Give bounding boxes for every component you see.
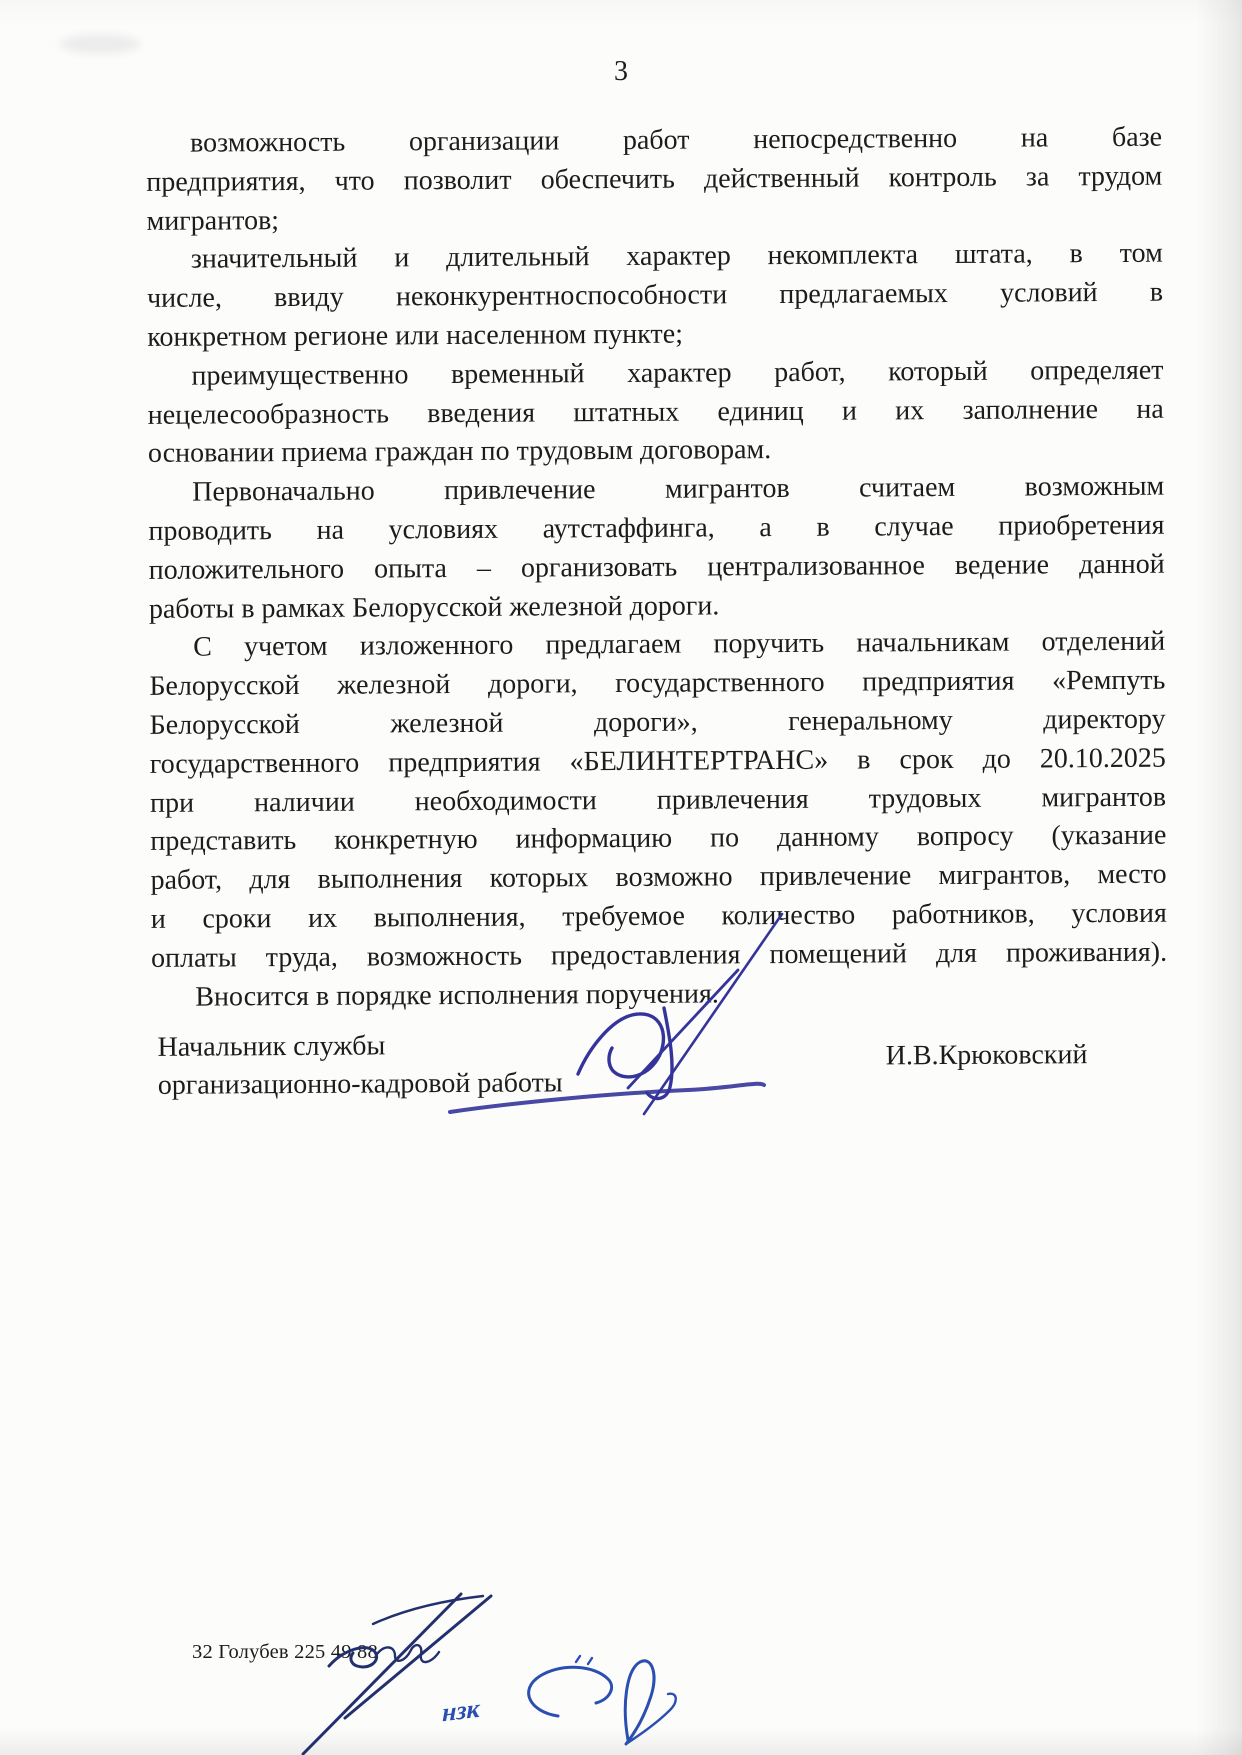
signatory-title-line1: Начальник службы <box>157 1030 386 1063</box>
text-line: Белорусской железной дороги, государственного предприятия «Ремпуть <box>149 664 1166 703</box>
text-line: конкретном регионе или населенном пункте; <box>147 318 684 353</box>
text-line: мигрантов; <box>146 204 280 237</box>
text-line: и сроки их выполнения, требуемое количество работников, условия <box>150 897 1167 935</box>
signature-kryukovsky <box>440 888 805 1133</box>
signatory-title-line2: организационно-кадровой работы <box>157 1067 563 1101</box>
paragraph <box>147 235 1164 358</box>
text-line: основании приема граждан по трудовым договорам. <box>147 434 772 470</box>
text-line: государственного предприятия «БЕЛИНТЕРТРАНС» в срок до 20.10.2025 <box>149 742 1166 780</box>
paragraph <box>148 468 1165 629</box>
text-line: преимущественно временный характер работ, который определяет <box>191 354 1164 392</box>
paragraph <box>147 351 1164 474</box>
document-body <box>146 119 1167 1018</box>
text-line: работы в рамках Белорусской железной дороги. <box>148 589 720 625</box>
text-line: положительного опыта – организовать централизованное ведение данной <box>148 548 1165 586</box>
text-line: Белорусской железной дороги», генеральному директору <box>149 703 1166 741</box>
text-line: предприятия, что позволит обеспечить действенный контроль за трудом <box>146 160 1163 198</box>
text-line: значительный и длительный характер некомплекта штата, в том <box>190 238 1163 276</box>
text-line: Вносится в порядке исполнения поручения. <box>195 977 719 1013</box>
handwritten-note: нзк <box>441 1693 480 1728</box>
signatory-name: И.В.Крюковский <box>885 1039 1088 1072</box>
text-line: работ, для выполнения которых возможно привлечение мигрантов, место <box>150 858 1167 897</box>
signature-flourish <box>498 1652 693 1755</box>
text-line: проводить на условиях аутстаффинга, а в случае приобретения <box>148 509 1165 547</box>
paragraph <box>146 119 1163 242</box>
text-line: числе, ввиду неконкурентноспособности предлагаемых условий в <box>146 276 1164 315</box>
text-line: представить конкретную информацию по данному вопросу (указание <box>150 820 1167 858</box>
text-line: возможность организации работ непосредственно на базе <box>189 121 1163 159</box>
signature-golubev <box>283 1576 503 1755</box>
executor-reference: 32 Голубев 225 49 88 <box>192 1641 378 1663</box>
text-line: Первоначально привлечение мигрантов считаем возможным <box>192 470 1165 508</box>
text-line: при наличии необходимости привлечения трудовых мигрантов <box>150 781 1167 819</box>
page-number: 3 <box>614 56 628 87</box>
text-line: нецелесообразность введения штатных единиц и их заполнение на <box>147 393 1164 431</box>
text-line: С учетом изложенного предлагаем поручить начальникам отделений <box>193 626 1166 663</box>
text-line: оплаты труда, возможность предоставления помещений для проживания). <box>150 936 1168 974</box>
